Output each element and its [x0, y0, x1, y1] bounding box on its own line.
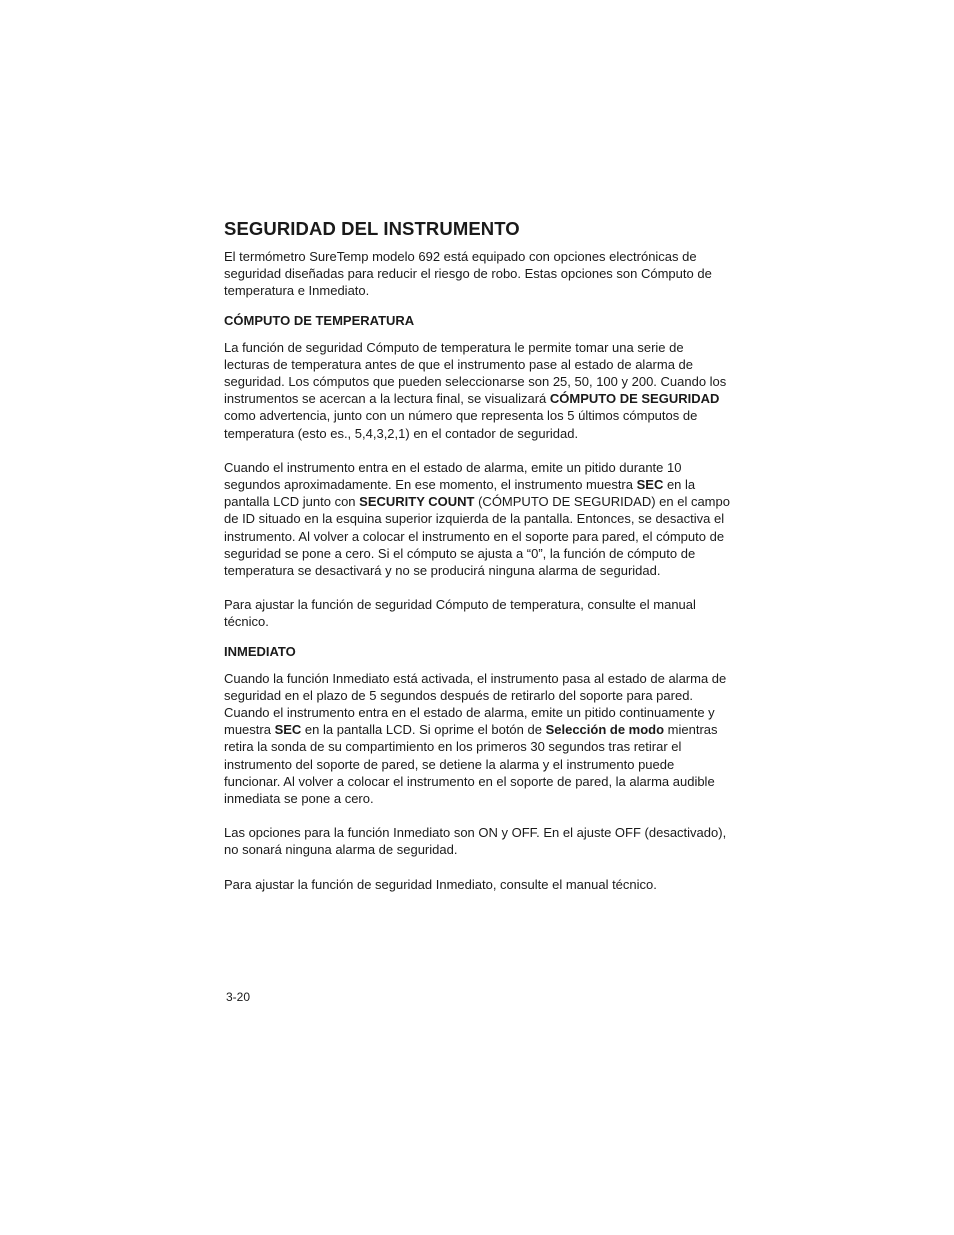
section-heading-computo: CÓMPUTO DE TEMPERATURA [224, 312, 415, 328]
inmediato-p1-bold-mode: Selección de modo [545, 722, 665, 738]
computo-paragraph-1 [224, 339, 732, 442]
computo-p1-text-b: como advertencia, junto con un número que representa los 5 últimos cómputos de temperatura (esto es., 5,4,3,2,1) en el contador de seguridad. [224, 408, 698, 441]
computo-p2-text-b: en la pantalla LCD junto con [224, 477, 696, 510]
inmediato-p1-bold-sec: SEC [274, 722, 302, 738]
inmediato-p1-text-a: Cuando la función Inmediato está activada, el instrumento pasa al estado de alarma de seguridad en el plazo de 5 segundos después de retirarlo del soporte para pared. Cuando el instrumento entra en el estado de alarma, emite un pitido continuamente y muestra [224, 670, 727, 738]
intro-text: El termómetro SureTemp modelo 692 está equipado con opciones electrónicas de seguridad diseñadas para reducir el riesgo de robo. Estas opciones son Cómputo de temperatura e Inmediato. [224, 249, 712, 299]
inmediato-p2-text: Las opciones para la función Inmediato son ON y OFF. En el ajuste OFF (desactivado), no sonará ninguna alarma de seguridad. [224, 825, 727, 858]
page-title: SEGURIDAD DEL INSTRUMENTO [224, 218, 520, 239]
computo-p2-text-a: Cuando el instrumento entra en el estado de alarma, emite un pitido durante 10 segundos aproximadamente. En ese momento, el instrumento muestra [224, 459, 682, 493]
intro-paragraph [224, 248, 732, 300]
page-number: 3-20 [226, 990, 251, 1004]
inmediato-paragraph-2 [224, 824, 732, 858]
inmediato-paragraph-1 [224, 670, 732, 808]
section-heading-inmediato: INMEDIATO [224, 643, 296, 659]
inmediato-paragraph-3 [224, 876, 732, 893]
page-content [224, 218, 732, 893]
computo-p2-bold-sec: SEC [636, 477, 664, 493]
inmediato-p3-text: Para ajustar la función de seguridad Inmediato, consulte el manual técnico. [224, 876, 657, 892]
computo-p2-text-c: (CÓMPUTO DE SEGURIDAD) en el campo de ID situado en la esquina superior izquierda de la pantalla. Entonces, se desactiva el instrumento. Al volver a colocar el instrumento en el soporte para pared, el cómputo de seguridad se pone a cero. Si el cómputo se ajusta a “0”, la función de cómputo de temperatura se desactivará y no se producirá ninguna alarma de seguridad. [224, 494, 730, 579]
computo-p1-text-a: La función de seguridad Cómputo de temperatura le permite tomar una serie de lecturas de temperatura antes de que el instrumento pase al estado de alarma de seguridad. Los cómputos que pueden seleccionarse son 25, 50, 100 y 200. Cuando los instrumentos se acercan a la lectura final, se visualizará [224, 339, 727, 407]
inmediato-p1-text-b: en la pantalla LCD. Si oprime el botón de [301, 722, 546, 738]
computo-p2-bold-security-count: SECURITY COUNT [359, 494, 475, 510]
computo-p1-bold: CÓMPUTO DE SEGURIDAD [549, 391, 720, 407]
computo-paragraph-3 [224, 596, 732, 630]
inmediato-p1-text-c: mientras retira la sonda de su compartimiento en los primeros 30 segundos tras retirar el instrumento del soporte de pared, se detiene la alarma y el instrumento puede funcionar. Al volver a colocar el instrumento en el soporte de pared, la alarma audible inmediata se pone a cero. [224, 722, 718, 807]
computo-paragraph-2 [224, 459, 732, 579]
computo-p3-text: Para ajustar la función de seguridad Cómputo de temperatura, consulte el manual técnico. [224, 597, 696, 630]
